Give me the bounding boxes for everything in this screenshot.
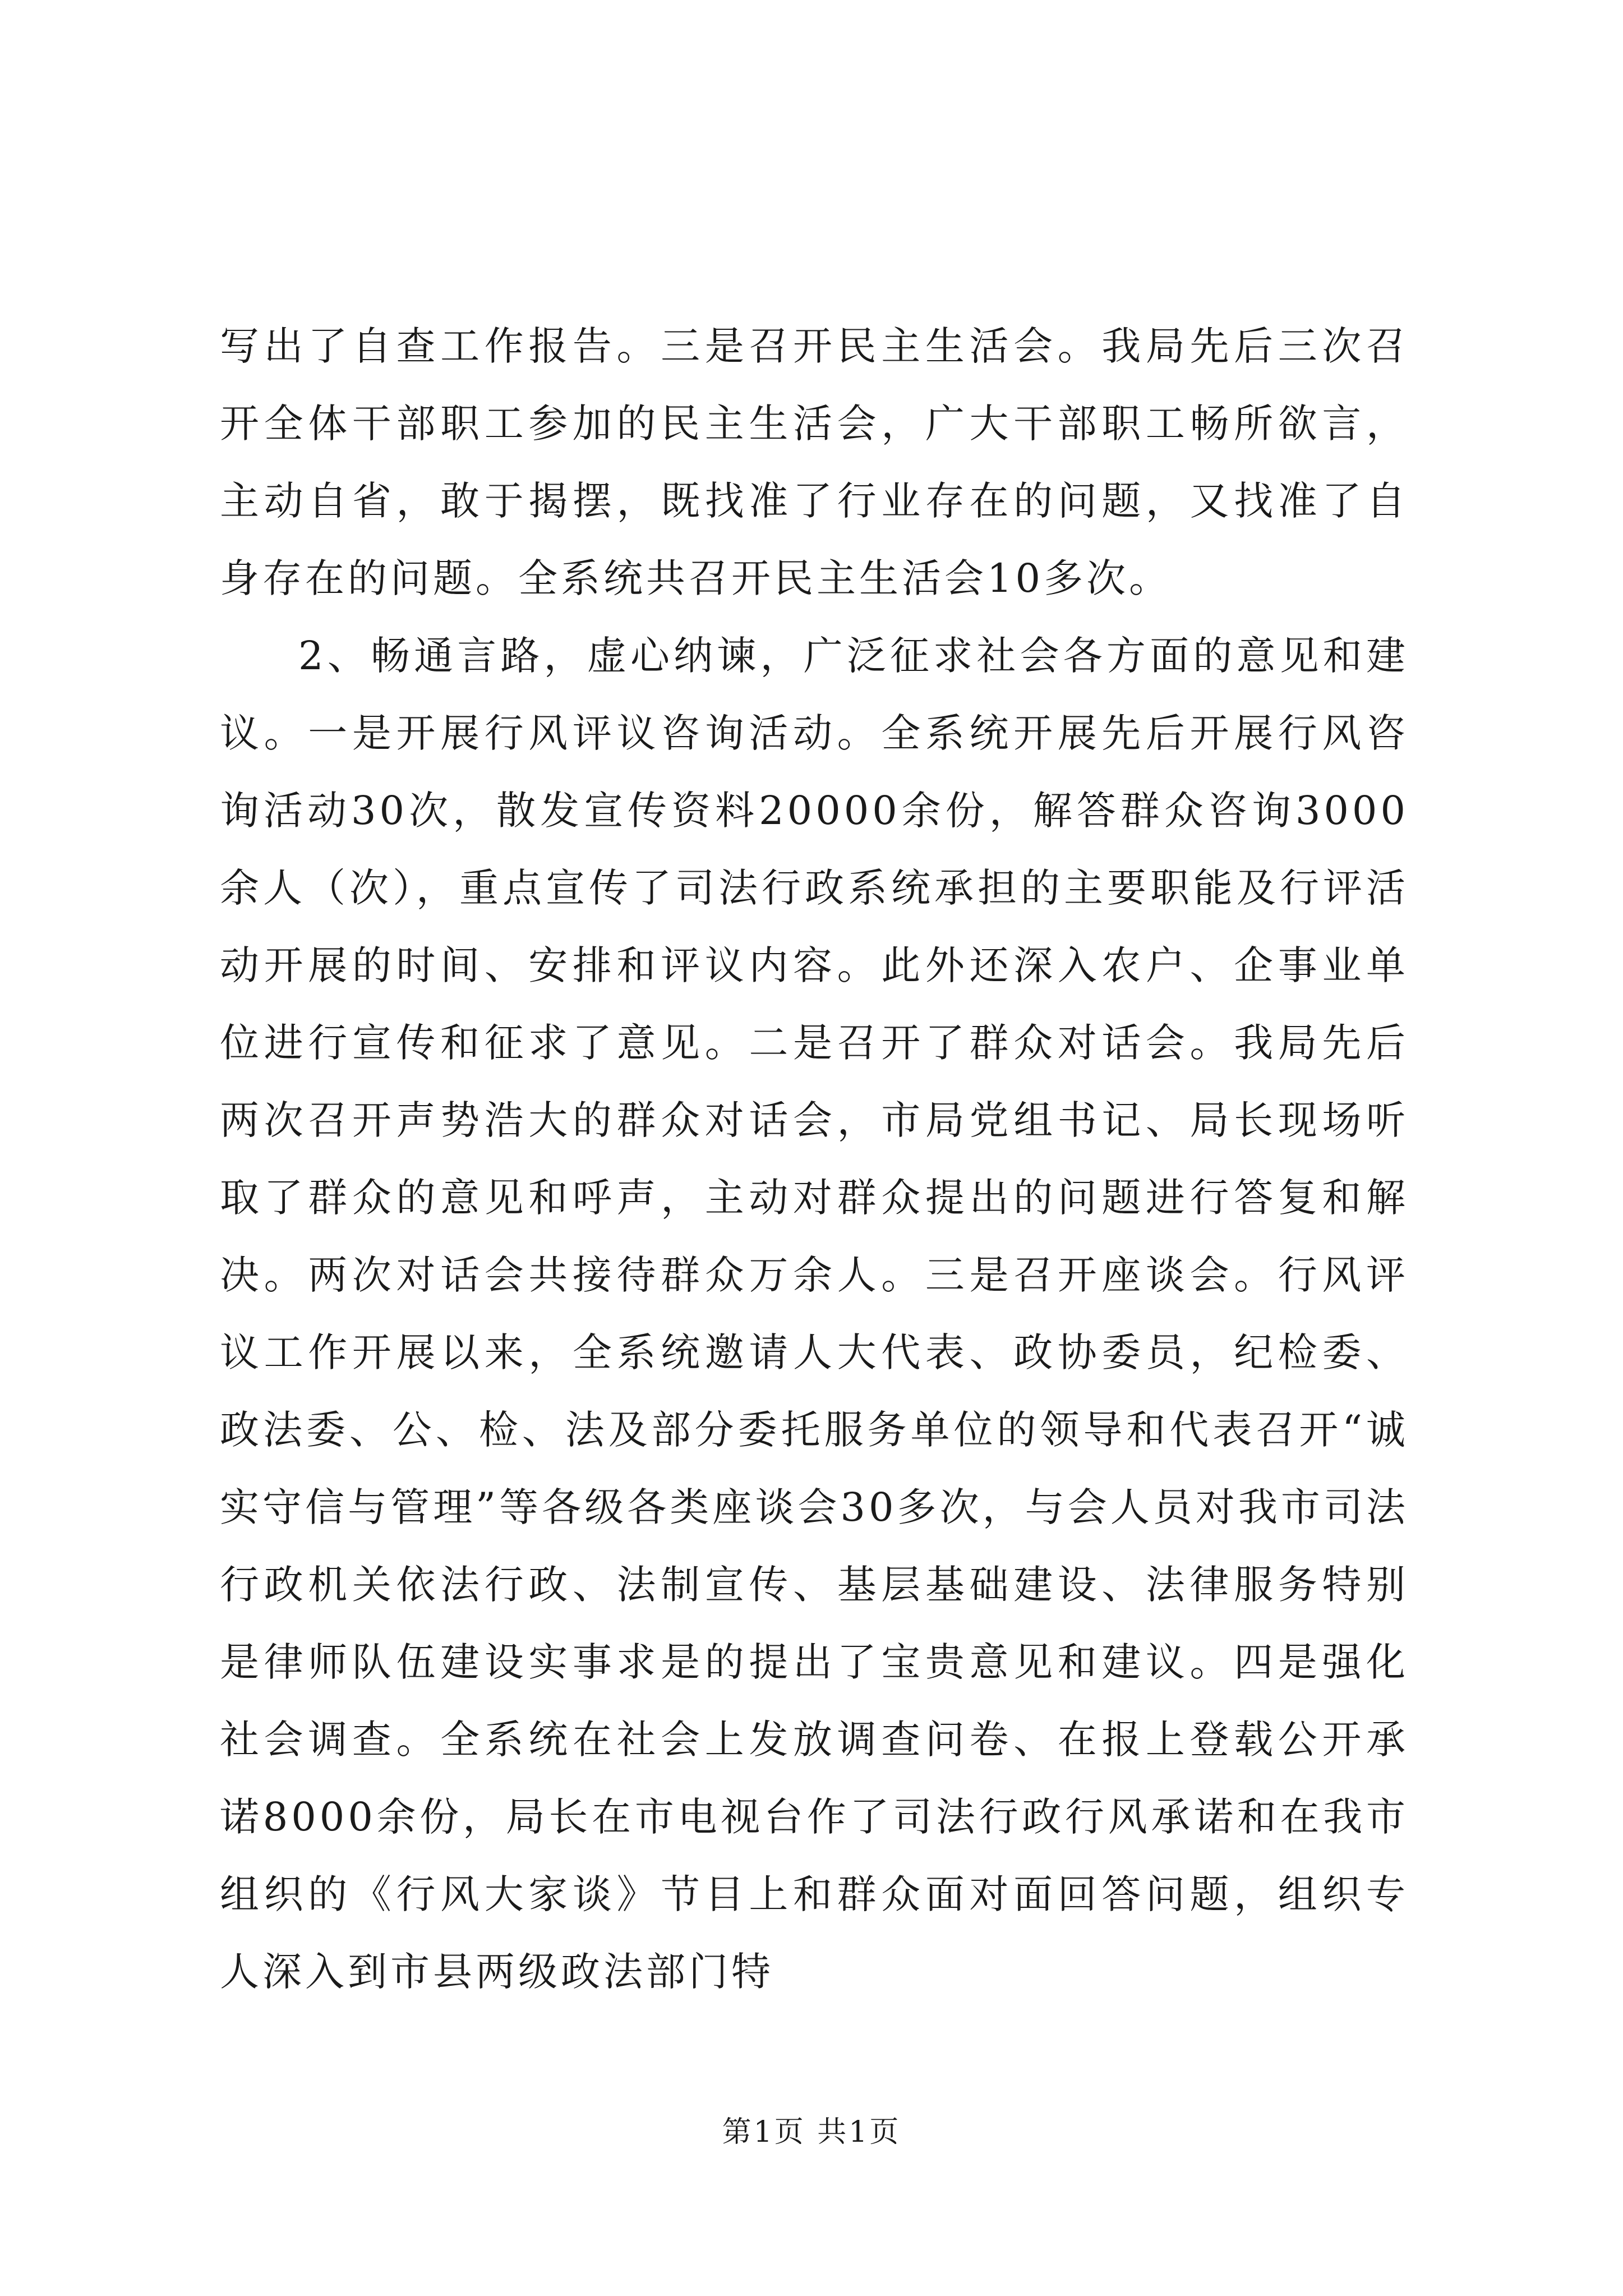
page-footer: 第1页 共1页 xyxy=(722,2115,901,2149)
document-body xyxy=(220,307,1409,2010)
paragraph-2: 2、畅通言路，虚心纳谏，广泛征求社会各方面的意见和建议。一是开展行风评议咨询活动。全系统开展先后开展行风咨询活动30次，散发宣传资料20000余份，解答群众咨询3000余人（次），重点宣传了司法行政系统承担的主要职能及行评活动开展的时间、安排和评议内容。此外还深入农户、企事业单位进行宣传和征求了意见。二是召开了群众对话会。我局先后两次召开声势浩大的群众对话会，市局党组书记、局长现场听取了群众的意见和呼声，主动对群众提出的问题进行答复和解决。两次对话会共接待群众万余人。三是召开座谈会。行风评议工作开展以来，全系统邀请人大代表、政协委员，纪检委、政法委、公、检、法及部分委托服务单位的领导和代表召开“诚实守信与管理”等各级各类座谈会30多次，与会人员对我市司法行政机关依法行政、法制宣传、基层基础建设、法律服务特别是律师队伍建设实事求是的提出了宝贵意见和建议。四是强化社会调查。全系统在社会上发放调查问卷、在报上登载公开承诺8000余份，局长在市电视台作了司法行政行风承诺和在我市组织的《行风大家谈》节目上和群众面对面回答问题，组织专人深入到市县两级政法部门特 xyxy=(220,633,1409,1995)
paragraph-1: 写出了自查工作报告。三是召开民主生活会。我局先后三次召开全体干部职工参加的民主生活会，广大干部职工畅所欲言，主动自省，敢于揭摆，既找准了行业存在的问题，又找准了自身存在的问题。全系统共召开民主生活会10多次。 xyxy=(220,323,1409,601)
